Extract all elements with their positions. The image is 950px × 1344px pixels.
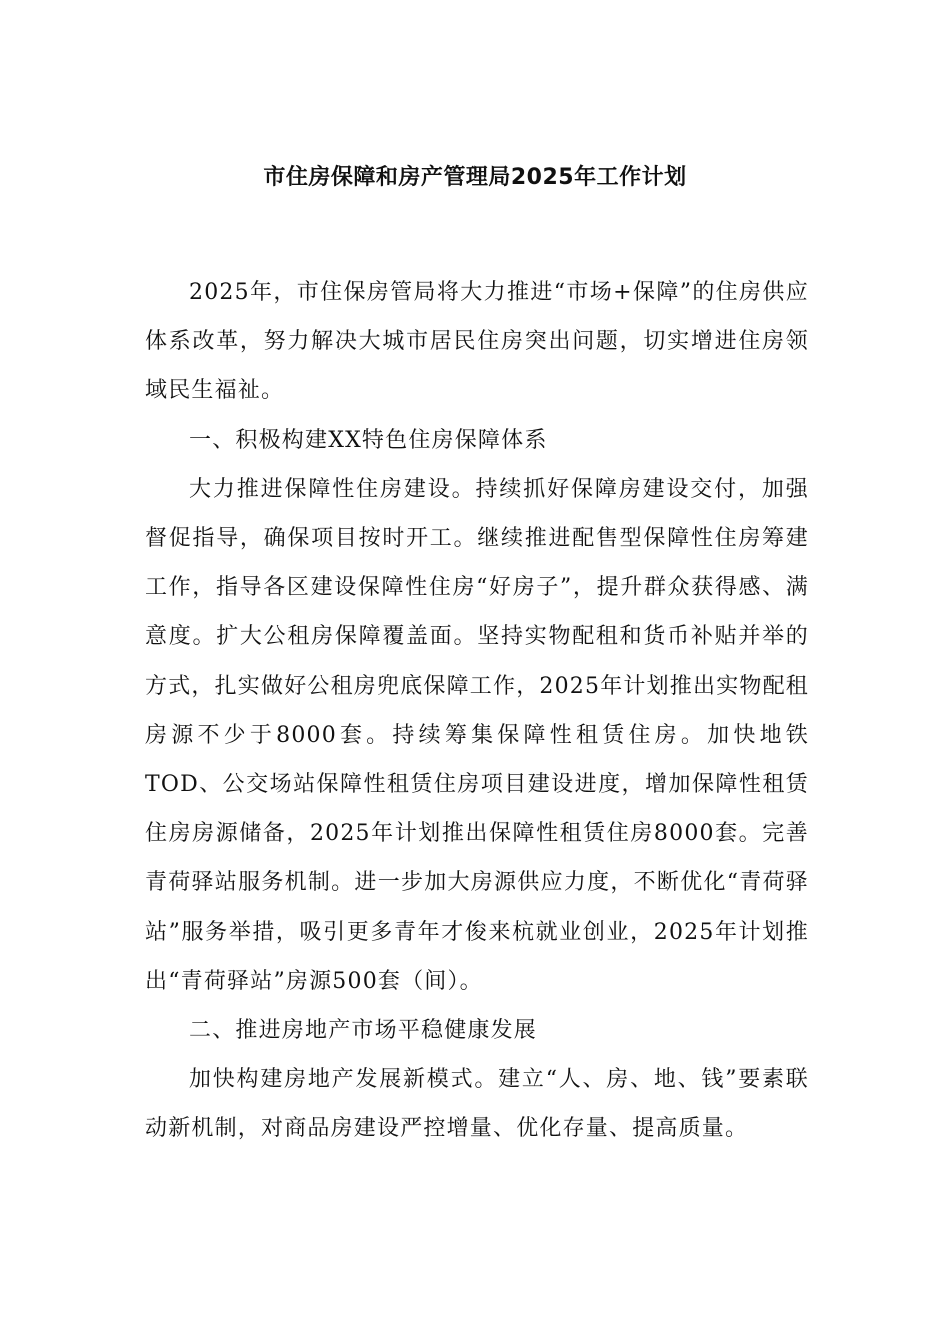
- paragraph-real-estate: 加快构建房地产发展新模式。建立“人、房、地、钱”要素联动新机制，对商品房建设严控增量、优化存量、提高质量。: [145, 1067, 809, 1142]
- paragraph-intro: 2025年，市住保房管局将大力推进“市场+保障”的住房供应体系改革，努力解决大城市居民住房突出问题，切实增进住房领域民生福祉。: [145, 280, 809, 404]
- section-heading-1: 一、积极构建XX特色住房保障体系: [189, 427, 548, 453]
- document-body: [145, 268, 809, 1154]
- paragraph-housing-security: 大力推进保障性住房建设。持续抓好保障房建设交付，加强督促指导，确保项目按时开工。继续推进配售型保障性住房筹建工作，指导各区建设保障性住房“好房子”，提升群众获得感、满意度。扩大公租房保障覆盖面。坚持实物配租和货币补贴并举的方式，扎实做好公租房兜底保障工作，2025年计划推出实物配租房源不少于8000套。持续筹集保障性租赁住房。加快地铁TOD、公交场站保障性租赁住房项目建设进度，增加保障性租赁住房房源储备，2025年计划推出保障性租赁住房8000套。完善青荷驿站服务机制。进一步加大房源供应力度，不断优化“青荷驿站”服务举措，吸引更多青年才俊来杭就业创业，2025年计划推出“青荷驿站”房源500套（间）。: [145, 476, 809, 994]
- document-title: 市住房保障和房产管理局2025年工作计划: [263, 165, 687, 190]
- section-heading-2: 二、推进房地产市场平稳健康发展: [189, 1018, 538, 1044]
